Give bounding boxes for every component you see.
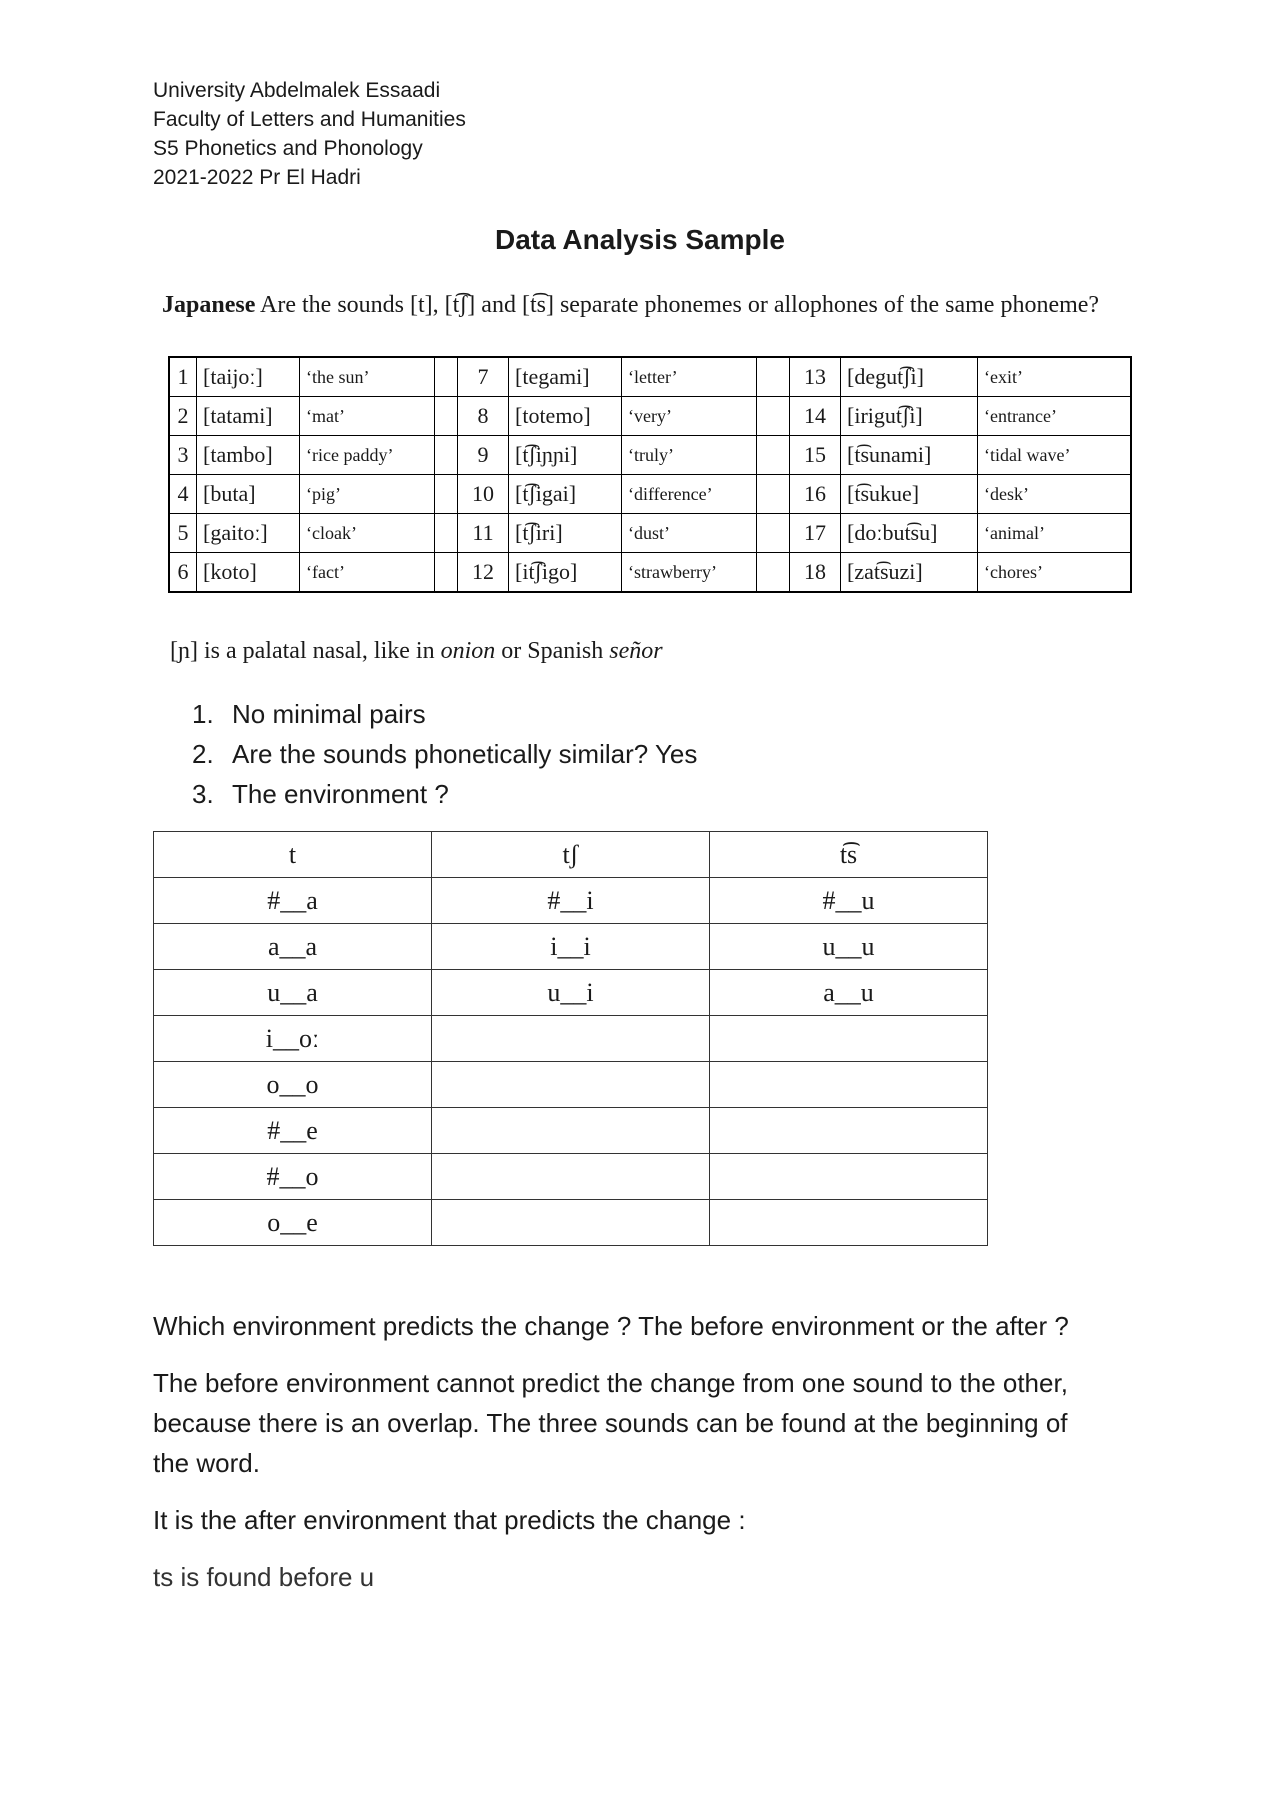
column-header-t: t bbox=[154, 832, 432, 878]
env-cell: o__o bbox=[154, 1062, 432, 1108]
analysis-question: Which environment predicts the change ? The before environment or the after ? bbox=[153, 1311, 1069, 1341]
page-title: Data Analysis Sample bbox=[495, 224, 785, 255]
env-cell bbox=[710, 1016, 988, 1062]
item-transcription: [buta] bbox=[197, 475, 300, 514]
column-header-ts: t͡s bbox=[710, 832, 988, 878]
table-row bbox=[154, 1016, 988, 1062]
env-cell: #__i bbox=[432, 878, 710, 924]
item-transcription: [tegami] bbox=[509, 357, 622, 397]
env-cell bbox=[432, 1200, 710, 1246]
spacer-cell bbox=[757, 475, 790, 514]
item-transcription: [t͡ʃiri] bbox=[509, 514, 622, 553]
env-cell bbox=[432, 1108, 710, 1154]
item-transcription: [tatami] bbox=[197, 397, 300, 436]
table-row bbox=[154, 878, 988, 924]
item-transcription: [t͡ʃigai] bbox=[509, 475, 622, 514]
spacer-cell bbox=[435, 397, 458, 436]
item-number: 9 bbox=[458, 436, 509, 475]
spacer-cell bbox=[757, 397, 790, 436]
header-course: S5 Phonetics and Phonology bbox=[153, 137, 423, 160]
list-item bbox=[192, 774, 697, 814]
step-text: The environment ? bbox=[232, 779, 449, 809]
item-number: 1 bbox=[169, 357, 197, 397]
env-cell bbox=[432, 1016, 710, 1062]
item-gloss: ‘chores’ bbox=[978, 553, 1132, 593]
item-number: 7 bbox=[458, 357, 509, 397]
env-cell bbox=[710, 1200, 988, 1246]
header-university: University Abdelmalek Essaadi bbox=[153, 79, 441, 102]
question-body: Are the sounds [t], [t͡ʃ] and [t͡s] separate phonemes or allophones of the same phoneme? bbox=[255, 292, 1100, 318]
item-gloss: ‘desk’ bbox=[978, 475, 1132, 514]
question-language: Japanese bbox=[162, 292, 256, 318]
table-row bbox=[169, 436, 1131, 475]
env-cell: u__a bbox=[154, 970, 432, 1016]
table-row bbox=[169, 397, 1131, 436]
list-item bbox=[192, 734, 697, 774]
japanese-data-table bbox=[168, 356, 1132, 593]
env-cell: #__a bbox=[154, 878, 432, 924]
item-number: 5 bbox=[169, 514, 197, 553]
env-cell: #__e bbox=[154, 1108, 432, 1154]
table-row bbox=[169, 357, 1131, 397]
header-year-professor: 2021-2022 Pr El Hadri bbox=[153, 166, 361, 189]
table-row bbox=[154, 924, 988, 970]
env-cell: #__o bbox=[154, 1154, 432, 1200]
spacer-cell bbox=[435, 514, 458, 553]
env-cell bbox=[432, 1062, 710, 1108]
table-row bbox=[169, 514, 1131, 553]
item-gloss: ‘rice paddy’ bbox=[300, 436, 435, 475]
item-number: 17 bbox=[790, 514, 841, 553]
step-text: No minimal pairs bbox=[232, 699, 426, 729]
item-gloss: ‘fact’ bbox=[300, 553, 435, 593]
env-cell: i__i bbox=[432, 924, 710, 970]
env-cell: a__a bbox=[154, 924, 432, 970]
item-gloss: ‘the sun’ bbox=[300, 357, 435, 397]
spacer-cell bbox=[435, 436, 458, 475]
note-example-onion: onion bbox=[440, 638, 496, 664]
table-row bbox=[169, 553, 1131, 593]
item-gloss: ‘pig’ bbox=[300, 475, 435, 514]
item-number: 4 bbox=[169, 475, 197, 514]
item-gloss: ‘dust’ bbox=[622, 514, 757, 553]
item-number: 11 bbox=[458, 514, 509, 553]
env-cell: u__i bbox=[432, 970, 710, 1016]
item-transcription: [zat͡suzi] bbox=[841, 553, 978, 593]
env-cell: o__e bbox=[154, 1200, 432, 1246]
item-gloss: ‘letter’ bbox=[622, 357, 757, 397]
environment-table bbox=[153, 831, 988, 1246]
spacer-cell bbox=[435, 553, 458, 593]
item-transcription: [gaitoː] bbox=[197, 514, 300, 553]
item-transcription: [tambo] bbox=[197, 436, 300, 475]
item-transcription: [t͡ʃiɲɲi] bbox=[509, 436, 622, 475]
step-text: Are the sounds phonetically similar? Yes bbox=[232, 739, 698, 769]
column-header-tsh: tʃ bbox=[432, 832, 710, 878]
table-row bbox=[154, 1108, 988, 1154]
item-number: 18 bbox=[790, 553, 841, 593]
note-text: or Spanish bbox=[495, 638, 610, 664]
env-cell: u__u bbox=[710, 924, 988, 970]
item-gloss: ‘exit’ bbox=[978, 357, 1132, 397]
item-transcription: [t͡sukue] bbox=[841, 475, 978, 514]
env-cell: #__u bbox=[710, 878, 988, 924]
item-number: 10 bbox=[458, 475, 509, 514]
analysis-conclusion: ts is found before u bbox=[153, 1562, 375, 1592]
item-transcription: [doːbut͡su] bbox=[841, 514, 978, 553]
env-cell: a__u bbox=[710, 970, 988, 1016]
item-number: 8 bbox=[458, 397, 509, 436]
item-gloss: ‘tidal wave’ bbox=[978, 436, 1132, 475]
spacer-cell bbox=[757, 357, 790, 397]
item-gloss: ‘entrance’ bbox=[978, 397, 1132, 436]
table-row bbox=[154, 1200, 988, 1246]
spacer-cell bbox=[757, 436, 790, 475]
spacer-cell bbox=[435, 357, 458, 397]
item-gloss: ‘animal’ bbox=[978, 514, 1132, 553]
table-header-row bbox=[154, 832, 988, 878]
item-transcription: [it͡ʃigo] bbox=[509, 553, 622, 593]
item-transcription: [degut͡ʃi] bbox=[841, 357, 978, 397]
item-number: 6 bbox=[169, 553, 197, 593]
item-number: 3 bbox=[169, 436, 197, 475]
item-gloss: ‘strawberry’ bbox=[622, 553, 757, 593]
item-gloss: ‘difference’ bbox=[622, 475, 757, 514]
env-cell bbox=[710, 1108, 988, 1154]
item-transcription: [totemo] bbox=[509, 397, 622, 436]
item-number: 15 bbox=[790, 436, 841, 475]
table-row bbox=[154, 1062, 988, 1108]
env-cell bbox=[432, 1154, 710, 1200]
step-number: 3. bbox=[192, 779, 214, 809]
item-gloss: ‘mat’ bbox=[300, 397, 435, 436]
env-cell bbox=[710, 1062, 988, 1108]
table-row bbox=[154, 1154, 988, 1200]
step-number: 2. bbox=[192, 739, 214, 769]
note-text: [ɲ] is a palatal nasal, like in bbox=[170, 638, 441, 664]
analysis-steps bbox=[192, 694, 697, 814]
note-example-senor: señor bbox=[609, 638, 663, 664]
env-cell bbox=[710, 1154, 988, 1200]
table-row bbox=[154, 970, 988, 1016]
list-item bbox=[192, 694, 697, 734]
spacer-cell bbox=[757, 553, 790, 593]
item-number: 13 bbox=[790, 357, 841, 397]
question-text bbox=[162, 290, 1102, 321]
item-gloss: ‘very’ bbox=[622, 397, 757, 436]
table-row bbox=[169, 475, 1131, 514]
palatal-nasal-note bbox=[170, 638, 663, 665]
item-transcription: [koto] bbox=[197, 553, 300, 593]
item-gloss: ‘cloak’ bbox=[300, 514, 435, 553]
document-header bbox=[153, 76, 466, 192]
analysis-text bbox=[153, 1306, 1093, 1614]
item-number: 12 bbox=[458, 553, 509, 593]
spacer-cell bbox=[435, 475, 458, 514]
item-transcription: [irigut͡ʃi] bbox=[841, 397, 978, 436]
header-faculty: Faculty of Letters and Humanities bbox=[153, 108, 466, 131]
step-number: 1. bbox=[192, 699, 214, 729]
analysis-paragraph: It is the after environment that predicts the change : bbox=[153, 1505, 746, 1535]
item-number: 14 bbox=[790, 397, 841, 436]
item-transcription: [taijoː] bbox=[197, 357, 300, 397]
item-gloss: ‘truly’ bbox=[622, 436, 757, 475]
env-cell: i__oː bbox=[154, 1016, 432, 1062]
item-number: 16 bbox=[790, 475, 841, 514]
analysis-paragraph: The before environment cannot predict the change from one sound to the other, because there is an overlap. The three sounds can be found at the beginning of the word. bbox=[153, 1368, 1068, 1478]
spacer-cell bbox=[757, 514, 790, 553]
item-number: 2 bbox=[169, 397, 197, 436]
item-transcription: [t͡sunami] bbox=[841, 436, 978, 475]
